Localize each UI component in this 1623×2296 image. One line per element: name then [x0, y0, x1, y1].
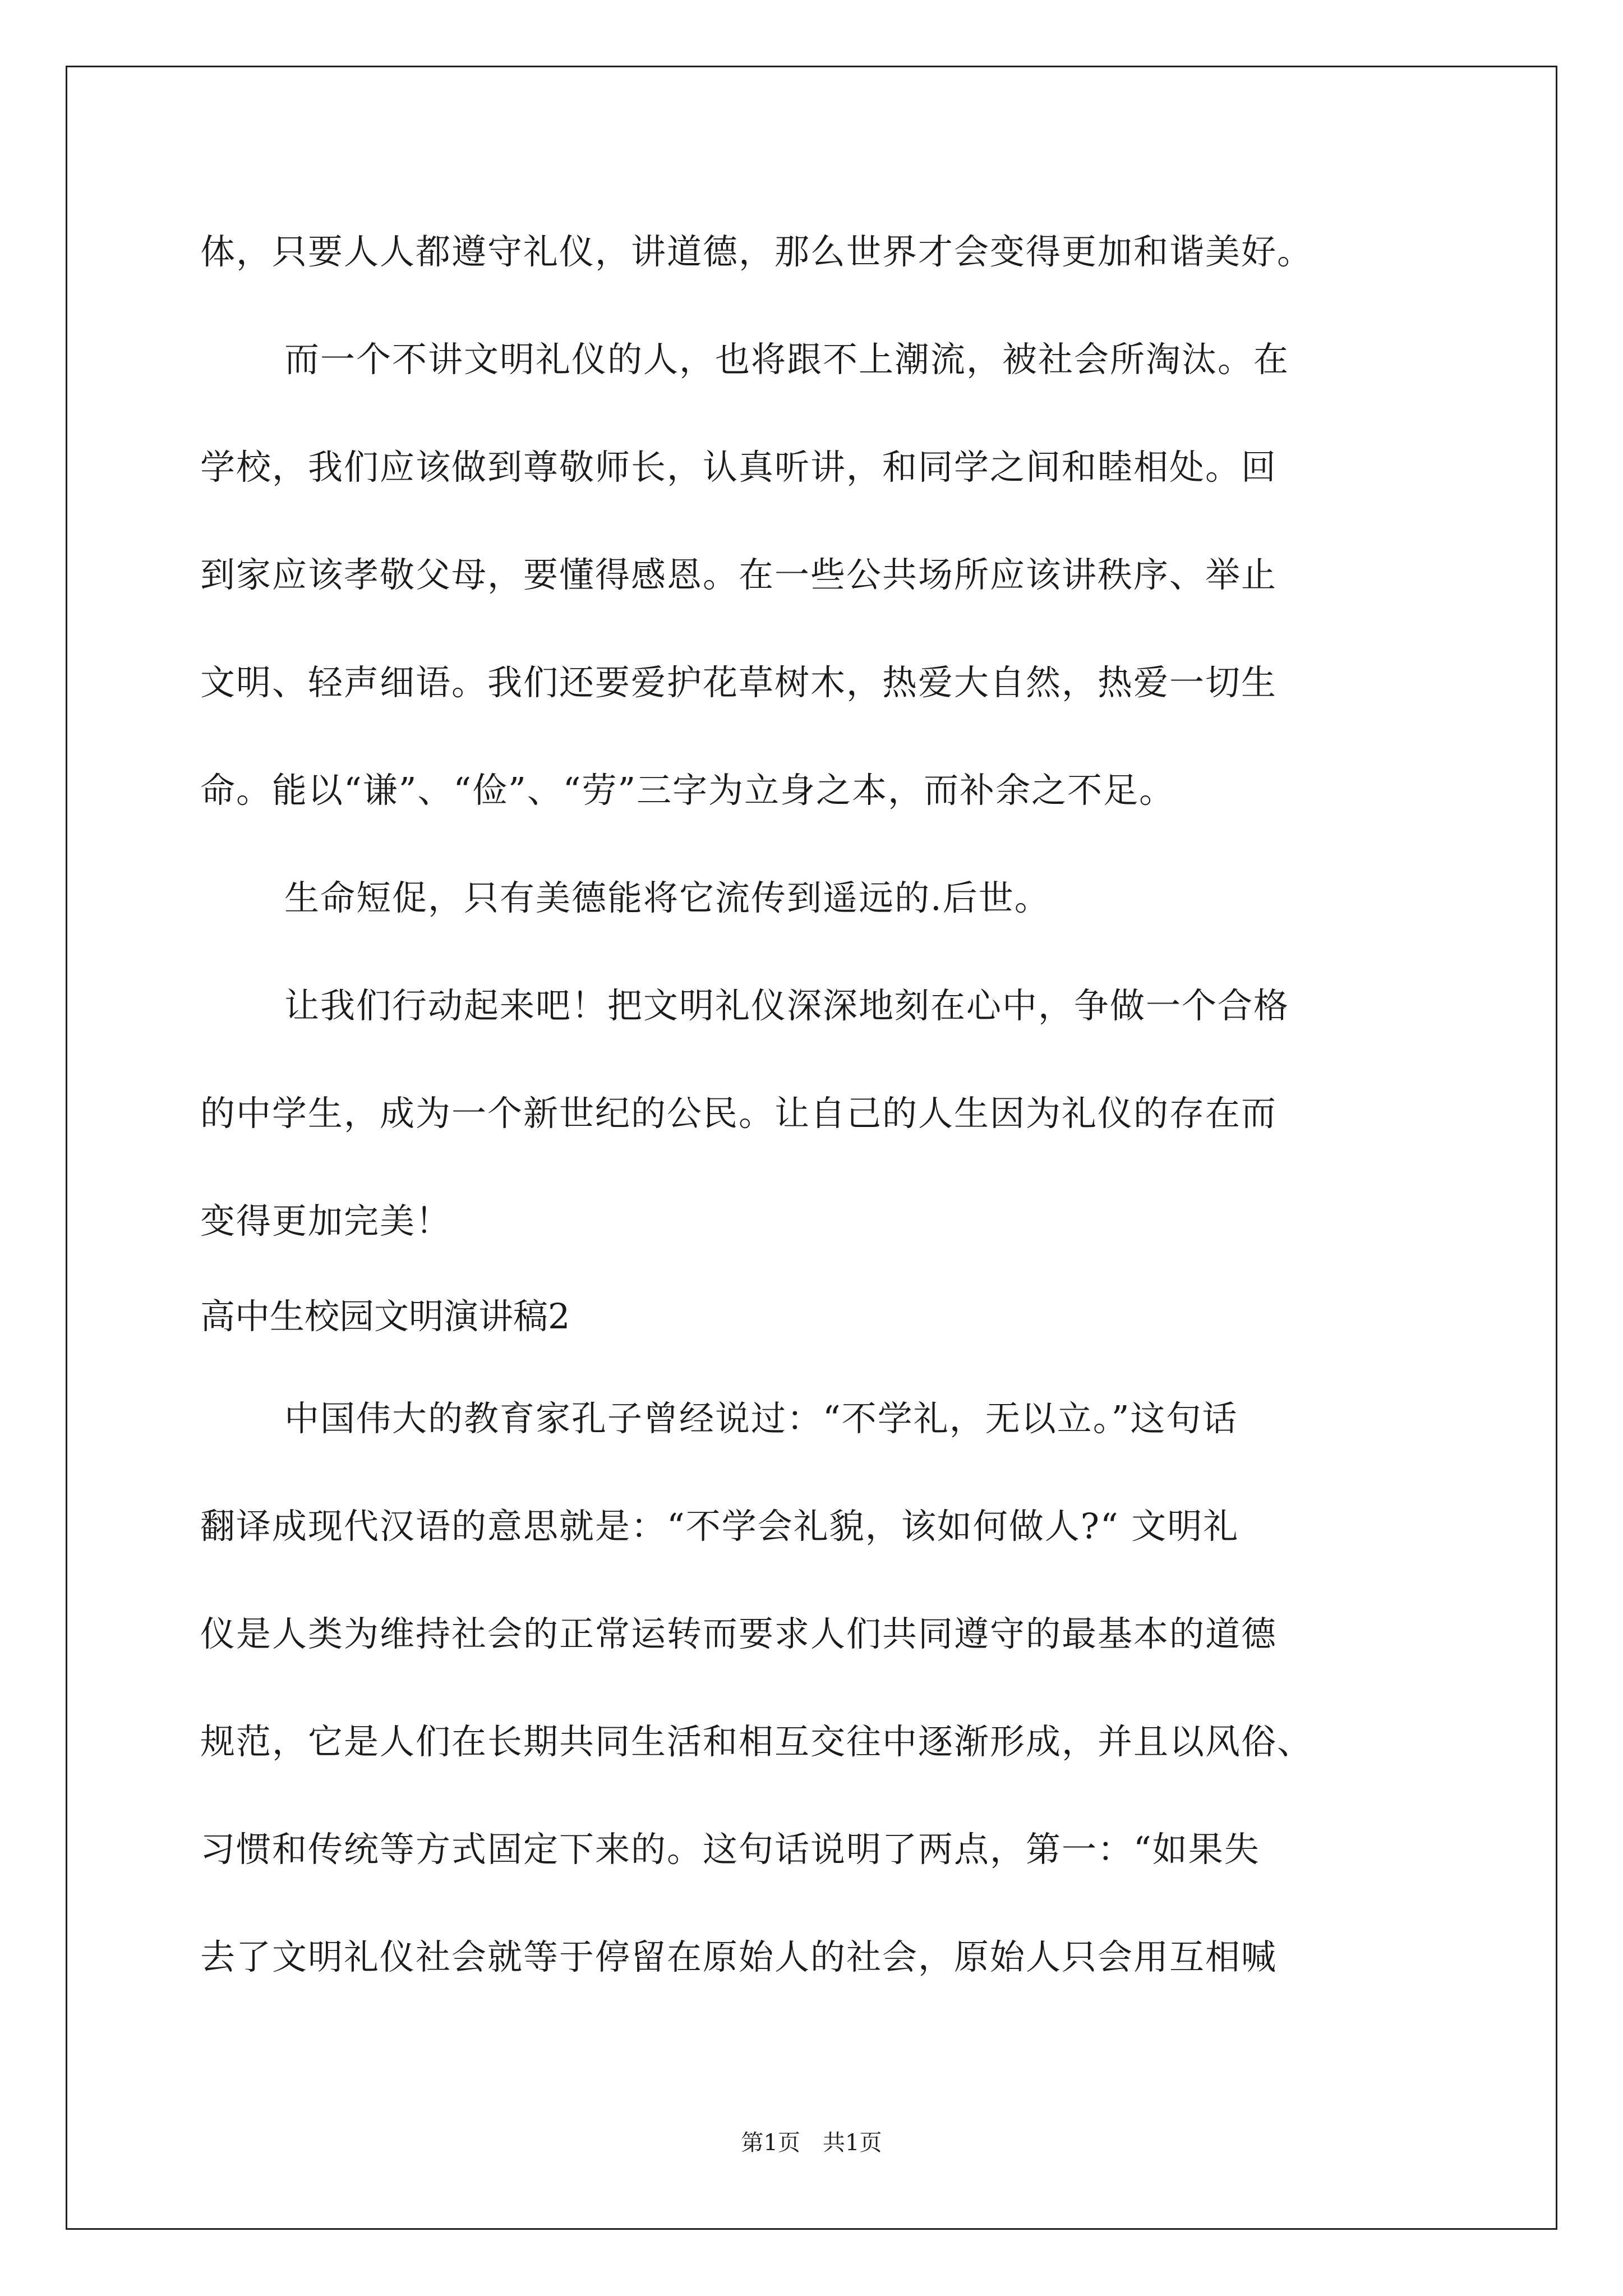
text-line: 文明、轻声细语。我们还要爱护花草树木，热爱大自然，热爱一切生 [200, 662, 1278, 703]
text-line: 而一个不讲文明礼仪的人，也将跟不上潮流，被社会所淘汰。在 [284, 339, 1290, 380]
section-heading: 高中生校园文明演讲稿2 [200, 1296, 570, 1337]
text-line: 生命短促，只有美德能将它流传到遥远的.后世。 [284, 877, 1050, 918]
text-line: 翻译成现代汉语的意思就是：“不学会礼貌，该如何做人?“ 文明礼 [200, 1506, 1239, 1547]
text-line: 命。能以“谦”、“俭”、“劳”三字为立身之本，而补余之不足。 [200, 770, 1175, 811]
text-line: 中国伟大的教育家孔子曾经说过：“不学礼，无以立。”这句话 [284, 1398, 1238, 1439]
text-line: 规范，它是人们在长期共同生活和相互交往中逐渐形成，并且以风俗、 [200, 1721, 1313, 1762]
text-line: 学校，我们应该做到尊敬师长，认真听讲，和同学之间和睦相处。回 [200, 447, 1278, 487]
text-line: 习惯和传统等方式固定下来的。这句话说明了两点，第一：“如果失 [200, 1829, 1260, 1870]
text-line: 让我们行动起来吧！把文明礼仪深深地刻在心中，争做一个合格 [284, 985, 1290, 1026]
text-line: 去了文明礼仪社会就等于停留在原始人的社会，原始人只会用互相喊 [200, 1936, 1278, 1977]
text-line: 变得更加完美！ [200, 1200, 452, 1241]
text-line: 的中学生，成为一个新世纪的公民。让自己的人生因为礼仪的存在而 [200, 1093, 1278, 1134]
text-line: 仪是人类为维持社会的正常运转而要求人们共同遵守的最基本的道德 [200, 1613, 1278, 1654]
page-number-footer: 第1页 共1页 [741, 2130, 882, 2156]
text-line: 到家应该孝敬父母，要懂得感恩。在一些公共场所应该讲秩序、举止 [200, 554, 1278, 595]
page-border [66, 66, 1557, 2230]
text-line: 体，只要人人都遵守礼仪，讲道德，那么世界才会变得更加和谐美好。 [200, 231, 1313, 272]
